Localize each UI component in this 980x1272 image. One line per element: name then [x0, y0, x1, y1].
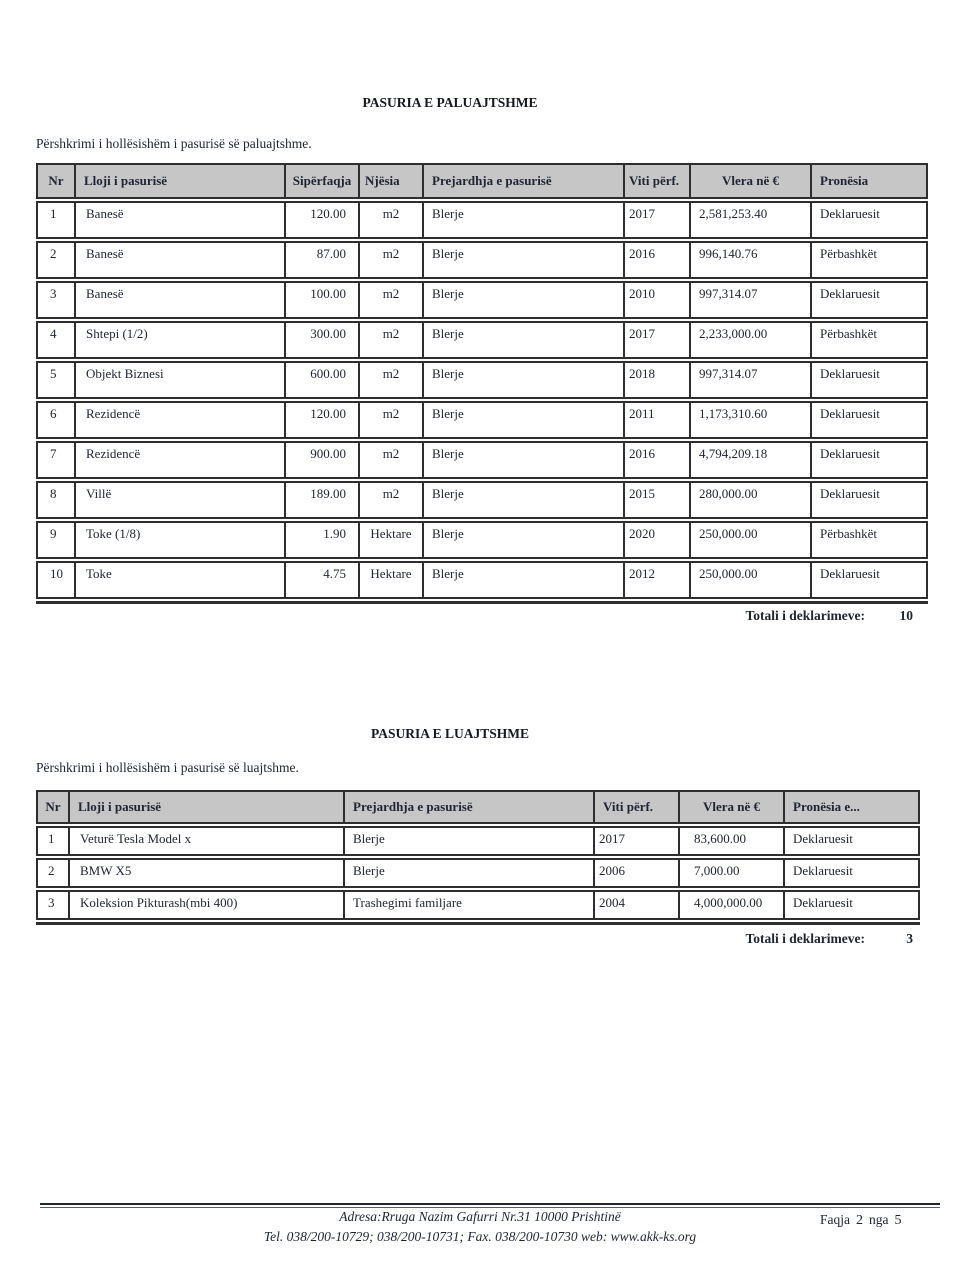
- movable-property-table: [36, 790, 920, 925]
- column-header: Lloji i pasurisë: [76, 165, 286, 197]
- table-cell: 2017: [625, 203, 691, 237]
- table-cell: 2018: [625, 363, 691, 397]
- table-cell: m2: [360, 483, 424, 517]
- table-cell: Blerje: [424, 523, 625, 557]
- table-cell: 3: [38, 892, 70, 918]
- table-cell: 4,000,000.00: [680, 892, 785, 918]
- table-cell: 2017: [595, 828, 680, 854]
- table-cell: m2: [360, 323, 424, 357]
- table-cell: Toke (1/8): [76, 523, 286, 557]
- table-cell: 997,314.07: [691, 363, 812, 397]
- table-cell: 2: [38, 860, 70, 886]
- table-row: [36, 858, 920, 888]
- column-header: Nr: [38, 792, 70, 822]
- table-cell: 997,314.07: [691, 283, 812, 317]
- immovable-section-description: Përshkrimi i hollësishëm i pasurisë së paluajtshme.: [36, 136, 312, 151]
- column-header: Viti përf.: [625, 165, 691, 197]
- footer-divider: [40, 1203, 940, 1208]
- table-cell: 2004: [595, 892, 680, 918]
- table-cell: 8: [38, 483, 76, 517]
- table-cell: Deklaruesit: [793, 895, 853, 910]
- table-row: [36, 201, 928, 239]
- movable-total-row: [36, 931, 913, 947]
- table-cell: Blerje: [424, 563, 625, 597]
- table-cell: Deklaruesit: [820, 206, 880, 221]
- table-cell: Blerje: [424, 283, 625, 317]
- table-cell: Villë: [76, 483, 286, 517]
- table-cell: Përbashkët: [820, 246, 878, 261]
- column-header: Sipërfaqja: [286, 165, 360, 197]
- table-cell: 2,233,000.00: [691, 323, 812, 357]
- table-cell: 2020: [625, 523, 691, 557]
- column-header: Vlera në €: [691, 165, 812, 197]
- table-cell: 4: [38, 323, 76, 357]
- page-indicator: [820, 1212, 908, 1229]
- table-cell: 2012: [625, 563, 691, 597]
- table-row: [36, 281, 928, 319]
- table-cell: 120.00: [286, 403, 360, 437]
- table-cell: m2: [360, 403, 424, 437]
- column-header: Njësia: [360, 165, 424, 197]
- table-cell: m2: [360, 443, 424, 477]
- table-cell: Deklaruesit: [820, 286, 880, 301]
- total-declarations-label: Totali i deklarimeve:: [745, 931, 865, 946]
- table-cell: 996,140.76: [691, 243, 812, 277]
- table-cell: Deklaruesit: [820, 566, 880, 581]
- table-cell: 189.00: [286, 483, 360, 517]
- table-cell: 9: [38, 523, 76, 557]
- table-cell: Trashegimi familjare: [345, 892, 595, 918]
- page-of-label: nga: [869, 1212, 889, 1227]
- table-cell: 250,000.00: [691, 523, 812, 557]
- column-header: Viti përf.: [595, 792, 680, 822]
- table-cell: Deklaruesit: [793, 863, 853, 878]
- table-cell: 900.00: [286, 443, 360, 477]
- total-declarations-value: 10: [899, 608, 913, 623]
- table-cell: Toke: [76, 563, 286, 597]
- table-cell: 1: [38, 203, 76, 237]
- table-cell: Banesë: [76, 243, 286, 277]
- table-cell: Deklaruesit: [820, 486, 880, 501]
- table-header-row: [36, 163, 928, 199]
- column-header: Pronësia e...: [793, 799, 860, 814]
- table-cell: 1.90: [286, 523, 360, 557]
- table-cell: Banesë: [76, 283, 286, 317]
- table-cell: Blerje: [424, 363, 625, 397]
- table-row: [36, 561, 928, 599]
- table-cell: Blerje: [345, 860, 595, 886]
- table-cell: 2006: [595, 860, 680, 886]
- table-row: [36, 401, 928, 439]
- table-cell: Deklaruesit: [820, 446, 880, 461]
- table-cell: 7: [38, 443, 76, 477]
- table-cell: 3: [38, 283, 76, 317]
- table-cell: Rezidencë: [76, 403, 286, 437]
- table-cell: 2010: [625, 283, 691, 317]
- table-cell: Hektare: [360, 523, 424, 557]
- movable-section-title: PASURIA E LUAJTSHME: [370, 726, 530, 741]
- page-number: 2: [856, 1213, 863, 1228]
- footer-contact: Tel. 038/200-10729; 038/200-10731; Fax. 038/200-10730 web: www.akk-ks.org: [263, 1229, 697, 1244]
- column-header: Prejardhja e pasurisë: [345, 792, 595, 822]
- table-cell: Hektare: [360, 563, 424, 597]
- total-declarations-label: Totali i deklarimeve:: [745, 608, 865, 623]
- table-row: [36, 826, 920, 856]
- table-cell: Rezidencë: [76, 443, 286, 477]
- table-cell: Blerje: [424, 483, 625, 517]
- table-cell: Deklaruesit: [820, 366, 880, 381]
- table-cell: 100.00: [286, 283, 360, 317]
- table-row: [36, 521, 928, 559]
- table-cell: 250,000.00: [691, 563, 812, 597]
- table-bottom-rule: [36, 922, 920, 925]
- immovable-total-row: [36, 608, 913, 624]
- table-cell: 83,600.00: [680, 828, 785, 854]
- table-cell: 120.00: [286, 203, 360, 237]
- table-cell: 600.00: [286, 363, 360, 397]
- table-cell: 2,581,253.40: [691, 203, 812, 237]
- table-row: [36, 241, 928, 279]
- column-header: Vlera në €: [680, 792, 785, 822]
- table-cell: Përbashkët: [820, 526, 878, 541]
- column-header: Prejardhja e pasurisë: [424, 165, 625, 197]
- table-cell: Deklaruesit: [820, 406, 880, 421]
- table-cell: 2: [38, 243, 76, 277]
- table-cell: 2017: [625, 323, 691, 357]
- table-cell: Shtepi (1/2): [76, 323, 286, 357]
- table-cell: 4,794,209.18: [691, 443, 812, 477]
- table-cell: 1,173,310.60: [691, 403, 812, 437]
- table-cell: m2: [360, 243, 424, 277]
- table-bottom-rule: [36, 601, 928, 604]
- table-header-row: [36, 790, 920, 824]
- immovable-section-title: PASURIA E PALUAJTSHME: [362, 95, 538, 110]
- movable-section-description: Përshkrimi i hollësishëm i pasurisë së luajtshme.: [36, 760, 299, 775]
- table-cell: Blerje: [424, 243, 625, 277]
- page-label: Faqja: [820, 1212, 850, 1227]
- immovable-property-table: [36, 163, 928, 604]
- table-cell: Blerje: [424, 323, 625, 357]
- table-cell: 7,000.00: [680, 860, 785, 886]
- column-header: Lloji i pasurisë: [70, 792, 345, 822]
- column-header: Pronësia: [820, 173, 869, 188]
- table-cell: 1: [38, 828, 70, 854]
- table-cell: 10: [38, 563, 76, 597]
- table-cell: Blerje: [424, 203, 625, 237]
- table-cell: m2: [360, 203, 424, 237]
- table-cell: Blerje: [345, 828, 595, 854]
- table-cell: 87.00: [286, 243, 360, 277]
- table-cell: BMW X5: [70, 860, 345, 886]
- table-cell: Koleksion Pikturash(mbi 400): [70, 892, 345, 918]
- table-row: [36, 890, 920, 920]
- table-cell: 6: [38, 403, 76, 437]
- table-cell: 4.75: [286, 563, 360, 597]
- table-row: [36, 441, 928, 479]
- page-total: 5: [894, 1213, 902, 1228]
- table-cell: Blerje: [424, 443, 625, 477]
- table-cell: 2011: [625, 403, 691, 437]
- footer-address: Adresa:Rruga Nazim Gafurri Nr.31 10000 Prishtinë: [339, 1209, 621, 1224]
- table-cell: Objekt Biznesi: [76, 363, 286, 397]
- table-cell: 300.00: [286, 323, 360, 357]
- table-cell: 2015: [625, 483, 691, 517]
- table-cell: 2016: [625, 243, 691, 277]
- table-cell: Banesë: [76, 203, 286, 237]
- table-cell: Deklaruesit: [793, 831, 853, 846]
- table-cell: 5: [38, 363, 76, 397]
- table-cell: m2: [360, 283, 424, 317]
- table-cell: Veturë Tesla Model x: [70, 828, 345, 854]
- table-cell: 2016: [625, 443, 691, 477]
- column-header: Nr: [38, 165, 76, 197]
- table-row: [36, 321, 928, 359]
- table-row: [36, 481, 928, 519]
- table-cell: Përbashkët: [820, 326, 878, 341]
- table-cell: 280,000.00: [691, 483, 812, 517]
- table-cell: m2: [360, 363, 424, 397]
- total-declarations-value: 3: [906, 931, 913, 946]
- table-cell: Blerje: [424, 403, 625, 437]
- table-row: [36, 361, 928, 399]
